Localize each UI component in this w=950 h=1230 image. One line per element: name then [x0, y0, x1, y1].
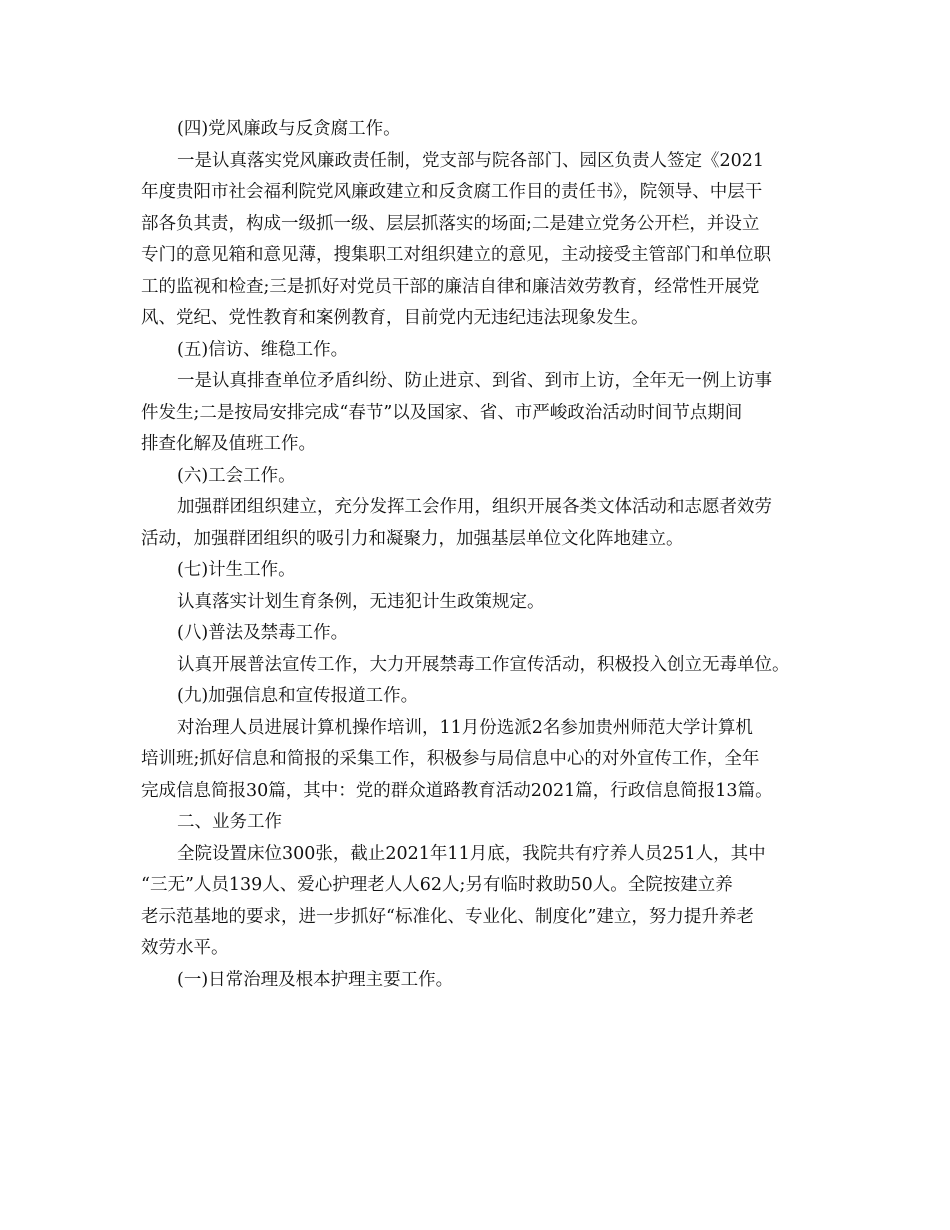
text-line: 对治理人员进展计算机操作培训，11月份选派2名参加贵州师范大学计算机 — [177, 717, 753, 738]
text-line: 全院设置床位300张，截止2021年11月底，我院共有疗养人员251人，其中 — [177, 843, 766, 864]
text-line: 排查化解及值班工作。 — [141, 434, 316, 454]
text-line: 一是认真落实党风廉政责任制，党支部与院各部门、园区负责人签定《2021 — [177, 150, 765, 171]
text-line: 一是认真排查单位矛盾纠纷、防止进京、到省、到市上访，全年无一例上访事 — [177, 371, 772, 391]
text-line: 工的监视和检查;三是抓好对党员干部的廉洁自律和廉洁效劳教育，经常性开展党 — [141, 276, 760, 297]
text-line: 完成信息简报30篇，其中：党的群众道路教育活动2021篇，行政信息简报13篇。 — [141, 780, 773, 801]
text-line: 培训班;抓好信息和简报的采集工作，积极参与局信息中心的对外宣传工作，全年 — [141, 749, 760, 769]
text-line: 专门的意见箱和意见薄，搜集职工对组织建立的意见，主动接受主管部门和单位职 — [141, 245, 771, 265]
text-line: (五)信访、维稳工作。 — [177, 339, 349, 360]
text-line: 加强群团组织建立，充分发挥工会作用，组织开展各类文体活动和志愿者效劳 — [177, 497, 772, 517]
text-line: (七)计生工作。 — [177, 560, 296, 580]
text-line: (四)党风廉政与反贪腐工作。 — [177, 119, 401, 139]
text-line: 认真落实计划生育条例，无违犯计生政策规定。 — [177, 591, 545, 612]
text-line: (九)加强信息和宣传报道工作。 — [177, 686, 419, 706]
text-line: 风、党纪、党性教育和案例教育，目前党内无违纪违法现象发生。 — [141, 308, 649, 328]
text-line: 件发生;二是按局安排完成“春节”以及国家、省、市严峻政治活动时间节点期间 — [141, 402, 743, 423]
text-line: 部各负其责，构成一级抓一级、层层抓落实的场面;二是建立党务公开栏，并设立 — [141, 213, 760, 234]
text-line: 二、业务工作 — [177, 812, 282, 832]
text-line: “三无”人员139人、爱心护理老人人62人;另有临时救助50人。全院按建立养 — [141, 875, 733, 895]
text-line: 认真开展普法宣传工作，大力开展禁毒工作宣传活动，积极投入创立无毒单位。 — [177, 654, 790, 675]
text-line: (八)普法及禁毒工作。 — [177, 623, 349, 643]
text-line: 老示范基地的要求，进一步抓好“标准化、专业化、制度化”建立，努力提升养老 — [141, 906, 754, 927]
document-body — [141, 114, 821, 996]
text-line: (一)日常治理及根本护理主要工作。 — [177, 969, 454, 990]
text-line: 效劳水平。 — [141, 938, 229, 958]
text-line: (六)工会工作。 — [177, 465, 296, 486]
text-line: 年度贵阳市社会福利院党风廉政建立和反贪腐工作目的责任书》，院领导、中层干 — [141, 182, 763, 202]
text-line: 活动，加强群团组织的吸引力和凝聚力，加强基层单位文化阵地建立。 — [141, 528, 684, 549]
